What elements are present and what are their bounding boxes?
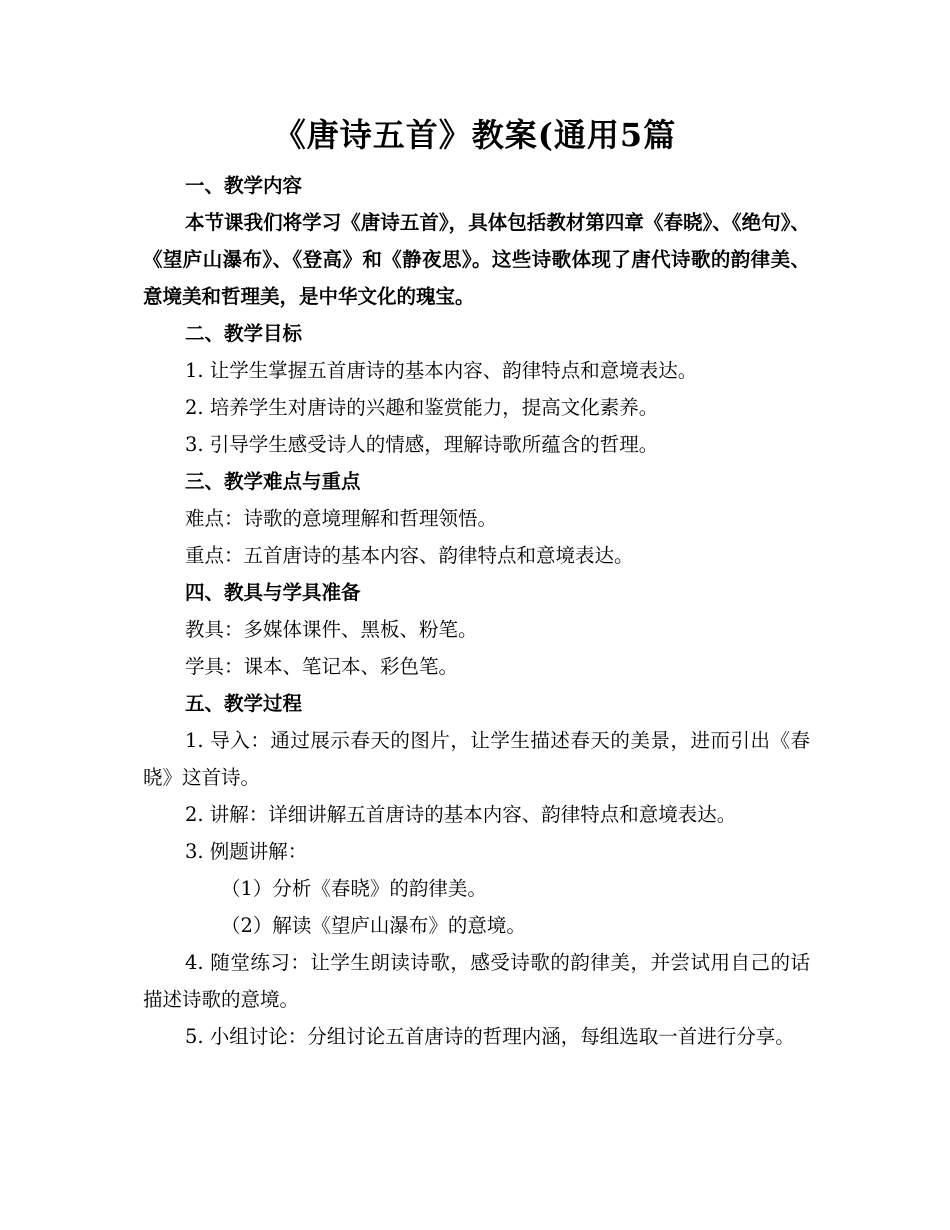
- objective-item: 3. 引导学生感受诗人的情感，理解诗歌所蕴含的哲理。: [185, 433, 659, 456]
- process-step-4: 4. 随堂练习：让学生朗读诗歌，感受诗歌的韵律美，并尝试用自己的话描述诗歌的意境。: [143, 951, 810, 1011]
- section-heading-objectives: 二、教学目标: [185, 322, 303, 345]
- teacher-materials: 教具：多媒体课件、黑板、粉笔。: [185, 618, 478, 641]
- content-paragraph: 本节课我们将学习《唐诗五首》，具体包括教材第四章《春晓》、《绝句》、《望庐山瀑布》、《登高》和《静夜思》。这些诗歌体现了唐代诗歌的韵律美、意境美和哲理美，是中华文化的瑰宝。: [143, 211, 810, 308]
- key-point-text: 重点：五首唐诗的基本内容、韵律特点和意境表达。: [185, 544, 634, 567]
- process-substep: （1）分析《春晓》的韵律美。: [221, 877, 487, 900]
- difficulty-text: 难点：诗歌的意境理解和哲理领悟。: [185, 507, 498, 530]
- document-title: 《唐诗五首》教案(通用5篇: [273, 116, 677, 154]
- process-step-2: 2. 讲解：详细讲解五首唐诗的基本内容、韵律特点和意境表达。: [185, 803, 737, 826]
- objective-item: 2. 培养学生对唐诗的兴趣和鉴赏能力，提高文化素养。: [185, 396, 659, 419]
- section-heading-materials: 四、教具与学具准备: [185, 581, 361, 604]
- student-materials: 学具：课本、笔记本、彩色笔。: [185, 655, 459, 678]
- process-step-1: 1. 导入：通过展示春天的图片，让学生描述春天的美景，进而引出《春晓》这首诗。: [143, 729, 810, 789]
- section-heading-content: 一、教学内容: [185, 174, 303, 197]
- document-body: [143, 167, 810, 1055]
- section-heading-difficulties: 三、教学难点与重点: [185, 470, 361, 493]
- process-step-3: 3. 例题讲解：: [185, 840, 308, 863]
- objective-item: 1. 让学生掌握五首唐诗的基本内容、韵律特点和意境表达。: [185, 359, 698, 382]
- section-heading-process: 五、教学过程: [185, 692, 303, 715]
- process-substep: （2）解读《望庐山瀑布》的意境。: [221, 914, 526, 937]
- process-step-5: 5. 小组讨论：分组讨论五首唐诗的哲理内涵，每组选取一首进行分享。: [185, 1025, 795, 1048]
